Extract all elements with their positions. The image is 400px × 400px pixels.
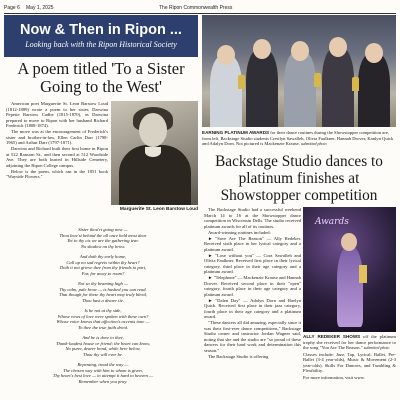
poem-stanza: [10, 362, 196, 384]
header-rule: [4, 13, 396, 14]
paragraph: The Backstage Studio had a successful weekend March 14 to 16 at the Showstopper dance competition in Wisconsin Dells. The studio received platinum awards for all of its routines.: [204, 207, 301, 229]
dancer-head: [365, 43, 383, 63]
dance-article-headline: Backstage Studio dances to platinum finishes at Showstopper competition: [215, 153, 383, 204]
poem-line: And he is dove to thee,: [82, 335, 124, 340]
poem-line: Thou hast a dearer tie.: [82, 297, 124, 303]
poem-line: Thy heart's best love — to attempt it hard to heaven —: [52, 373, 154, 378]
poem-line: Thy calm, pale brow — is hushed you can read.: [59, 286, 147, 292]
dancer-head: [217, 45, 235, 65]
banner-title: Now & Then in Ripon ...: [20, 22, 182, 38]
photo-credit: submitted photo: [301, 141, 327, 146]
dancer-figure: [337, 247, 363, 327]
poem-line: To thee the true faith dried.: [77, 324, 129, 330]
poem-line: The chosen way with him to whom is given,: [63, 367, 143, 373]
paragraph: ► "Lose without you" — Cora Sawalleh and Olivia Faulkner. Received first place in their lyrical category, third place in their age category and a platinum award.: [204, 252, 301, 274]
banner-subtitle: Looking back with the Ripon Historical Society: [25, 40, 177, 49]
dancer-head: [253, 39, 271, 59]
paragraph: ► "Telephone" — Mackenzie Krause and Hannah Drover. Received second place in their "open" category, fourth place in their age category and a platinum award.: [204, 275, 301, 297]
poem-line: Call up no sad regrets within thy heart?: [66, 259, 140, 265]
dance-article-body: [204, 207, 301, 360]
trophy-icon: [359, 265, 367, 283]
dancer-figure: [284, 51, 316, 127]
trophy-icon: [238, 75, 245, 89]
portrait-face: [139, 113, 167, 147]
dancer-head: [329, 37, 347, 57]
poem-line: And doth thy early home,: [79, 254, 127, 259]
portrait-photo: [111, 101, 198, 205]
poem-line: Thou thy will ever be.: [83, 351, 123, 357]
stage-sign: Awards: [315, 217, 349, 227]
poem-line: No purer, dearer bond, while here below,: [65, 346, 141, 351]
poem-stanza: [10, 281, 196, 303]
dancer-head: [341, 233, 357, 251]
paragraph: For more information, visit www.: [303, 374, 365, 380]
paragraph: "These dancers all did amazing, especially since it was their first-ever dance competitions," Backstage Studio owner and instructor Jordan Wagner said, noting that she and the studio are "so proud of these dancers for their hard work and determination this season.": [204, 320, 301, 353]
poem-stanza: [10, 335, 196, 357]
paragraph: ► "Dalen Day" — Adalyn Dorn and Raelyn Quick. Received first place in their jazz category, fourth place in their age category and a platinum award.: [204, 297, 301, 319]
caption-lead: EARNING PLATINUM AWARDS: [202, 130, 270, 135]
solo-photo-caption: [303, 334, 396, 381]
poem-text: [10, 227, 196, 389]
paragraph: The move was at the encouragement of Frederick's sister and brother-in-law, Ellen Carlin Darr (1798-1965) and Arthur Darr (1797-1871).: [6, 129, 108, 145]
dancer-head: [291, 41, 309, 61]
poem-line: No shadow on thy brow.: [80, 243, 126, 249]
caption-lead: ALLY REDEKER SHOWS: [303, 334, 361, 339]
poem-line: Far, far away to roam?: [81, 270, 125, 276]
poem-line: Repenting, tread the way —: [77, 362, 129, 367]
poem-line: Whose voice knows that affection's accents tone —: [56, 319, 150, 324]
paragraph: ► "Save Are The Reason" — Ally Redeker. Received sixth place in her lyrical category and a platinum award.: [204, 235, 301, 252]
photo-credit: submitted photo: [363, 345, 390, 350]
poem-stanza: [10, 227, 196, 249]
poem-line: Remember when you pray.: [78, 378, 128, 384]
dancer-figure: [358, 53, 390, 127]
issue-date: May 1, 2025: [26, 5, 54, 11]
poem-article-body: [6, 101, 108, 180]
page-header: [4, 4, 396, 13]
trophy-icon: [352, 77, 359, 91]
poem-line: Whose vows of love were spoken with these own?: [57, 313, 149, 319]
poem-line: Thou leav'st behind the all once held most dear: [59, 232, 147, 238]
portrait-caption: Marguerite St. Leon Barstow Loud: [119, 207, 198, 212]
poem-line: Yet to thy cis we are the gathering tear.: [67, 238, 139, 243]
dancer-figure: [246, 49, 278, 127]
page-number: Page 6: [4, 5, 20, 11]
portrait-collar: [145, 147, 161, 157]
poem-line: Not so thy beaming high —: [77, 281, 129, 286]
paragraph: Below is the poem, which ran in the 1851 book "Wayside Flowers.": [6, 168, 108, 179]
poem-stanza: [10, 254, 196, 276]
paper-name: The Ripon Commonwealth Press: [159, 5, 233, 11]
trophy-icon: [314, 73, 321, 87]
paragraph: The Backstage Studio is offering: [208, 353, 269, 359]
dancer-figure: [322, 47, 354, 127]
poem-line: Thank-laudest house or friend; the heart can know,: [55, 340, 151, 346]
dancer-figure: [210, 55, 242, 127]
poem-line: That though for these thy heart may truly bleed,: [59, 292, 147, 297]
poem-line: Is he not at thy side,: [84, 308, 122, 313]
section-banner: [4, 15, 198, 57]
paragraph: Darwina and Richard built their first home in Ripon at 522 Ransom St., and then second at 512 Woodside Ave. They are both buried in Hillside Cemetery, adjoining the Ripon College campus.: [6, 146, 108, 168]
poem-line: Sister thou'rt going now —: [78, 227, 128, 232]
poem-stanza: [10, 308, 196, 330]
group-photo-caption: [202, 130, 396, 147]
caption-text: for their dance routines during the Showstopper competition are, from left, Backstage Studio students Cresilyn Sawalleh, Olivia Faulkner, Hannah Drover, Kanlyn Quick and Adalyn Dorn. Not pictured is Mackenzie Krause.: [202, 130, 394, 146]
paragraph: American poet Marguerite St. Leon Barstow Loud (1812-1889) wrote a poem to her sister, Darwina Pepette Barstow Cadbe (1815-1870), as Darwina prepared to move to Ripon with her husband Richard Frederick (1808-1874).: [6, 101, 108, 128]
dancers-group-photo: [202, 15, 396, 127]
poem-article-headline: A poem titled 'To a Sister Going to the West': [17, 59, 185, 96]
solo-dancer-photo: [303, 207, 396, 332]
paragraph: Classes include: Jazz, Tap, Lyrical, Ballet, Pre-Ballet (3-4 year-olds), Music & Movement (2-3 year-olds), Skills For Dancers, and Tumbling & Flexibility.: [303, 351, 396, 373]
paragraph: Award-winning routines included:: [208, 229, 271, 235]
poem-line: Doth it not grieve thee from thy friends to part,: [59, 265, 147, 270]
caption-text: off the platinum trophy she received for her dance performance to the song "You Are The Reason.": [303, 334, 396, 350]
